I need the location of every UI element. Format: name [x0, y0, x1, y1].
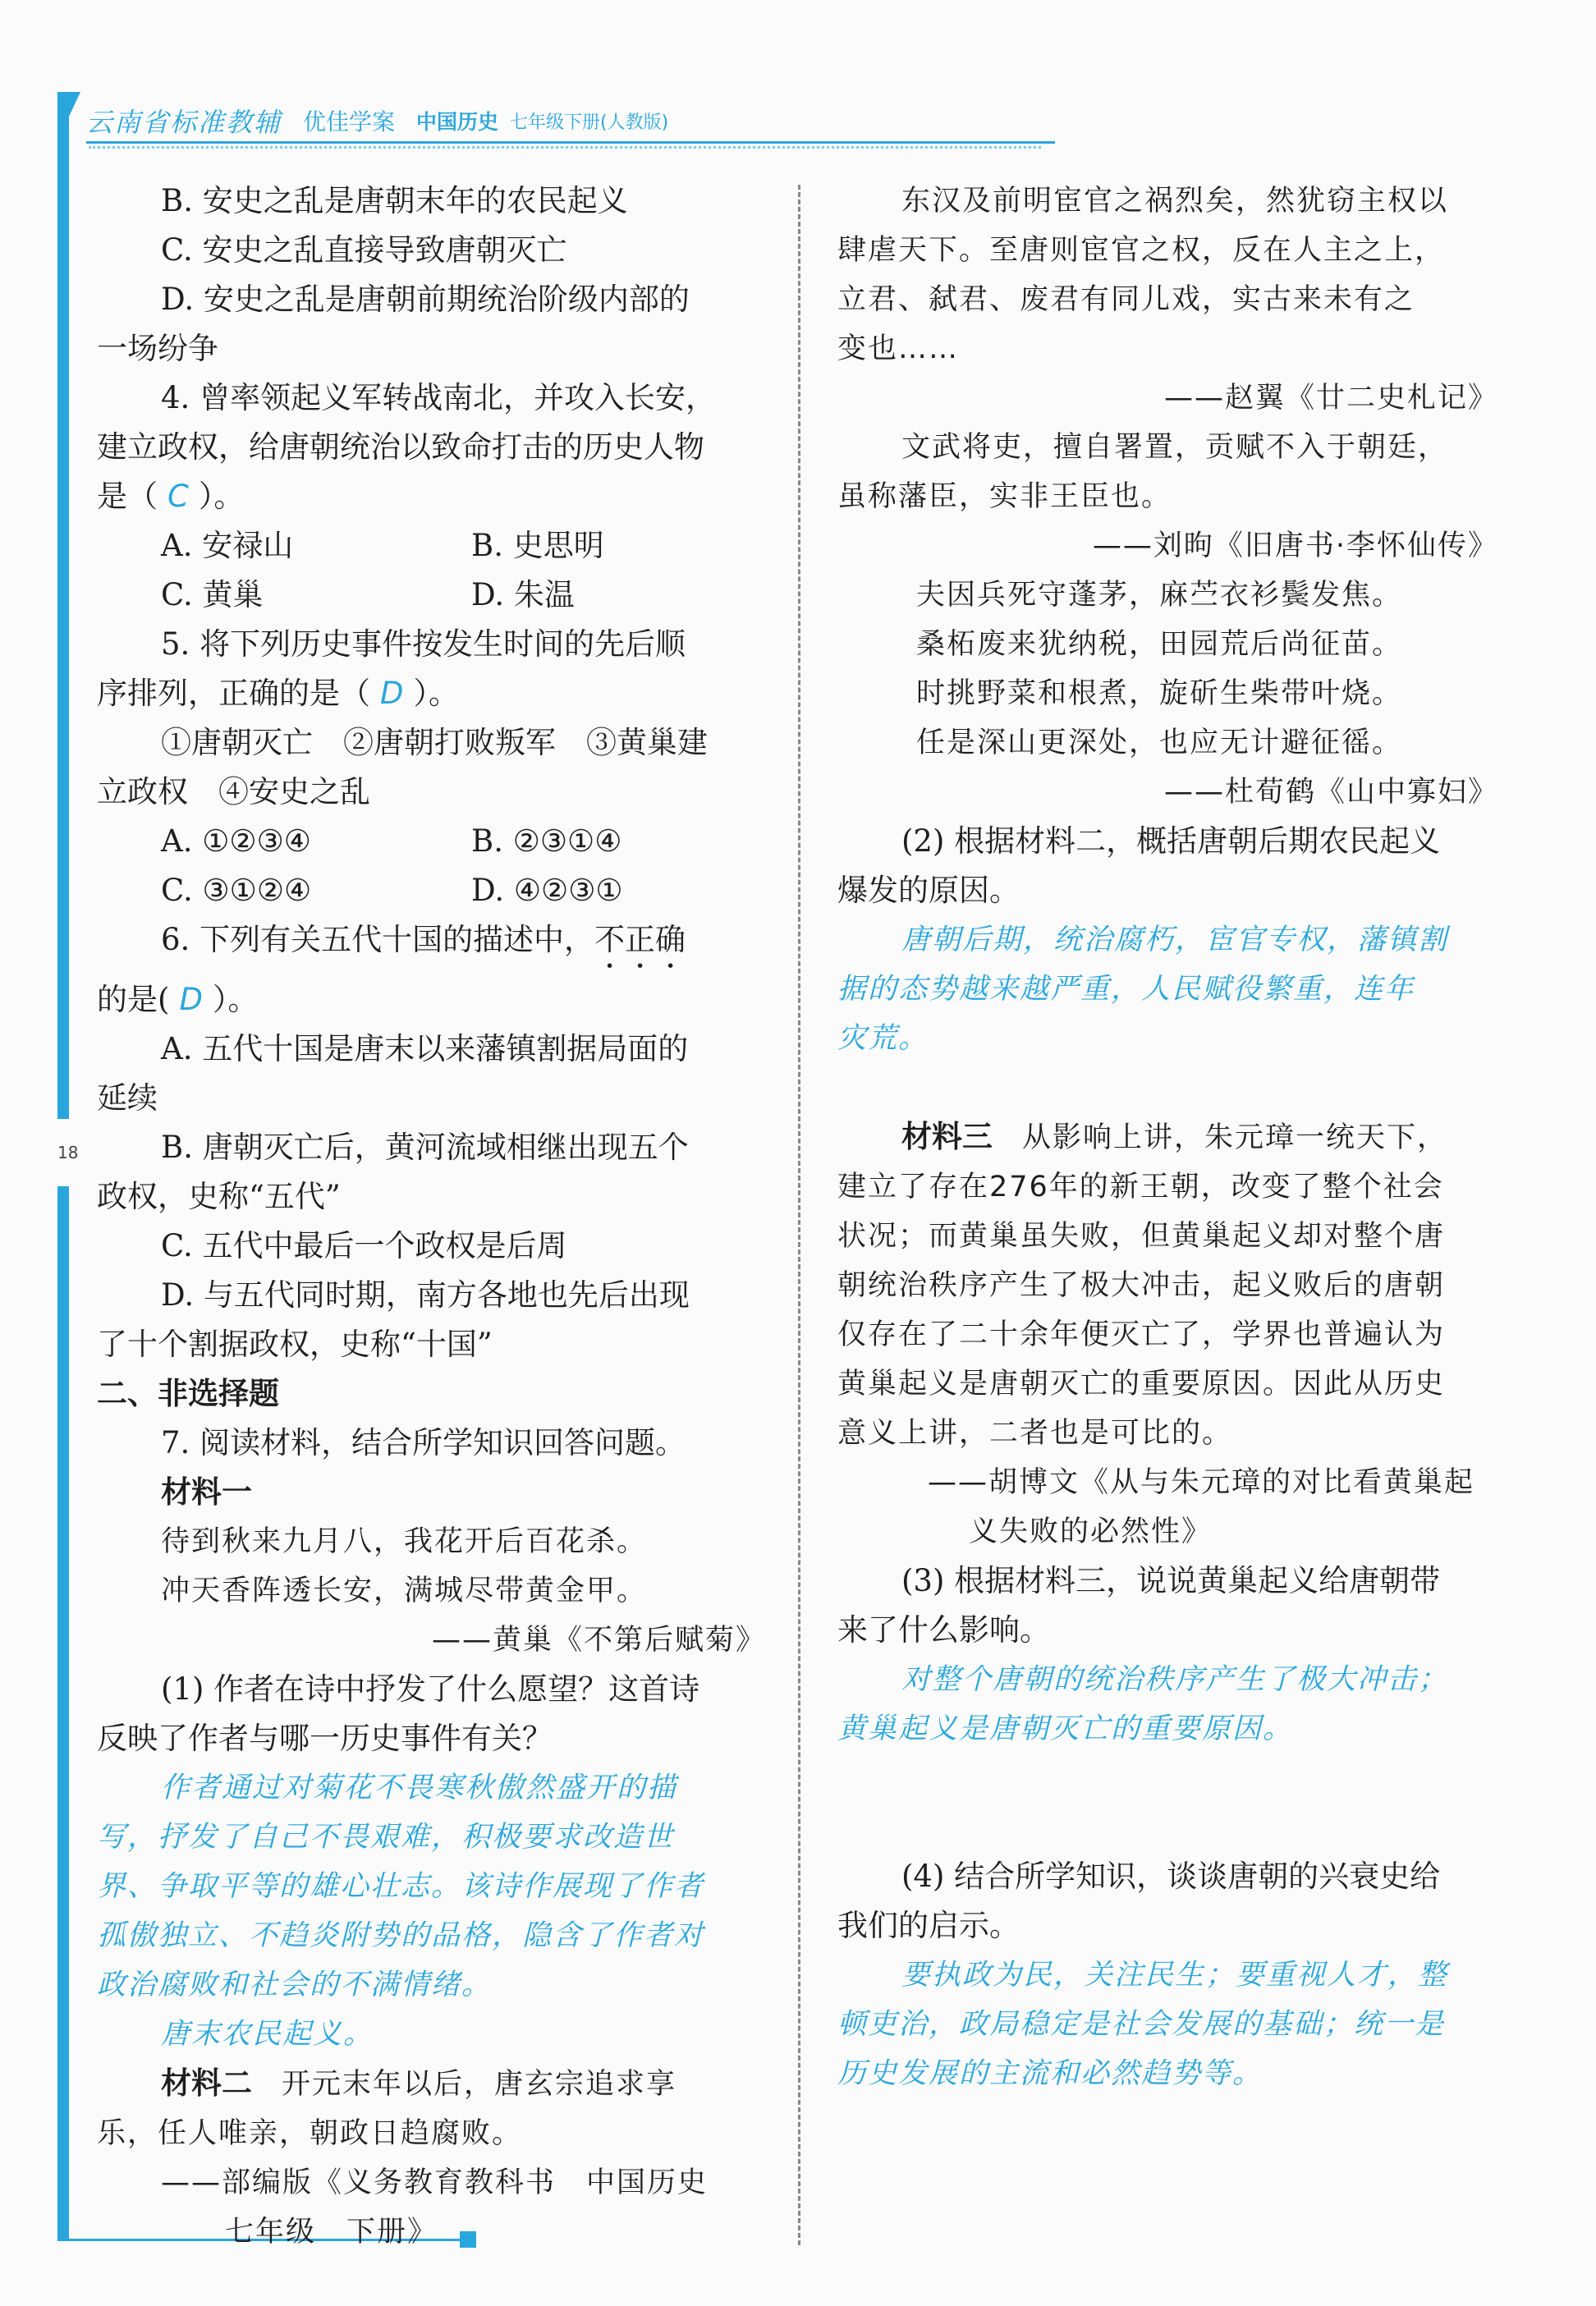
left-column: [97, 177, 766, 2257]
q6-option-a-line1: A. 五代十国是唐末以来藩镇割据局面的: [161, 1031, 689, 1066]
material-3-source-line2: 义失败的必然性》: [969, 1515, 1213, 1548]
material-1-poem-line1: 待到秋来九月八，我花开后百花杀。: [161, 1525, 648, 1558]
material-2c-line1: 文武将吏，擅自署置，贡赋不入于朝廷，: [901, 431, 1449, 464]
material-3-source-line1: ——胡博文《从与朱元璋的对比看黄巢起: [928, 1466, 1475, 1499]
q5-items-line2: 立政权 ④安史之乱: [97, 774, 370, 809]
q6-option-c: C. 五代中最后一个政权是后周: [161, 1228, 567, 1263]
q4-option-b: B. 史思明: [471, 528, 604, 563]
grade-label: 七年级下册(人教版): [510, 112, 669, 133]
page-header: [86, 97, 668, 144]
q7-3-line1: (3) 根据材料三，说说黄巢起义给唐朝带: [901, 1563, 1441, 1598]
q6-stem-suffix: ）。: [212, 982, 259, 1017]
material-2b-line1: 东汉及前明宦官之祸烈矣，然犹窃主权以: [901, 185, 1449, 218]
answer-7-2-line1: 唐朝后期，统治腐朽，宦官专权，藩镇割: [901, 924, 1449, 956]
q7-4-line2: 我们的启示。: [837, 1908, 1020, 1943]
spacer: [837, 1063, 1498, 1112]
subject-title: 中国历史: [416, 110, 499, 134]
poem-source: ——杜荀鹤《山中寡妇》: [1163, 776, 1498, 809]
column-divider: [798, 185, 800, 2245]
q6-option-b-line1: B. 唐朝灭亡后，黄河流域相继出现五个: [161, 1130, 689, 1165]
material-3-text-line2: 建立了存在276年的新王朝，改变了整个社会: [837, 1171, 1444, 1203]
q5-stem-prefix: 序排列，正确的是（: [97, 676, 370, 711]
q4-options-row2: [97, 571, 766, 620]
poem-line3: 时挑野菜和根煮，旋斫生柴带叶烧。: [916, 677, 1403, 710]
q3-option-d-line2: 一场纷争: [97, 331, 218, 366]
material-2c-line2: 虽称藩臣，实非王臣也。: [837, 480, 1172, 513]
answer-7-3-line2: 黄巢起义是唐朝灭亡的重要原因。: [837, 1712, 1294, 1745]
q5-option-d: D. ④②③①: [471, 873, 623, 908]
q6-answer: D: [179, 982, 203, 1017]
q6-stem-text: 6. 下列有关五代十国的描述中，: [161, 922, 595, 957]
poem-line1: 夫因兵死守蓬茅，麻苎衣衫鬓发焦。: [916, 579, 1403, 612]
material-2c-source: ——刘昫《旧唐书·李怀仙传》: [1092, 530, 1498, 562]
material-3-text-line7: 意义上讲，二者也是可比的。: [837, 1417, 1233, 1450]
q5-items-line1: ①唐朝灭亡 ②唐朝打败叛军 ③黄巢建: [161, 725, 708, 760]
q5-stem-line2: [97, 669, 766, 718]
header-rule: [86, 141, 1055, 144]
material-3-line1: [837, 1112, 1498, 1162]
left-margin-bar-top: [57, 97, 69, 1119]
q7-3-line2: 来了什么影响。: [837, 1612, 1050, 1648]
material-1-poem-line2: 冲天香阵透长安，满城尽带黄金甲。: [161, 1575, 648, 1607]
material-2-line1: [97, 2059, 766, 2109]
material-2b-source: ——赵翼《廿二史札记》: [1163, 382, 1498, 415]
q6-option-d-line1: D. 与五代同时期，南方各地也先后出现: [161, 1277, 690, 1313]
material-3-text-line4: 朝统治秩序产生了极大冲击，起义败后的唐朝: [837, 1269, 1446, 1302]
material-2-text-line1: 开元末年以后，唐玄宗追求享: [282, 2068, 677, 2101]
answer-7-1-line3: 界、争取平等的雄心壮志。该诗作展现了作者: [97, 1870, 705, 1903]
q5-option-c: C. ③①②④: [161, 873, 312, 908]
answer-7-4-line2: 顿吏治，政局稳定是社会发展的基础；统一是: [837, 2008, 1446, 2041]
page-number: 18: [57, 1143, 79, 1162]
answer-7-3-line1: 对整个唐朝的统治秩序产生了极大冲击；: [901, 1663, 1449, 1696]
material-1-label: 材料一: [161, 1474, 252, 1510]
q5-stem-line1: 5. 将下列历史事件按发生时间的先后顺: [161, 626, 686, 662]
material-3-text-line6: 黄巢起义是唐朝灭亡的重要原因。因此从历史: [837, 1368, 1446, 1401]
q7-1-line2: 反映了作者与哪一历史事件有关？: [97, 1721, 553, 1756]
q5-answer: D: [380, 676, 404, 711]
q4-option-c: C. 黄巢: [161, 577, 264, 612]
q4-stem-line1: 4. 曾率领起义军转战南北，并攻入长安，: [161, 380, 717, 415]
material-3-text-line3: 状况；而黄巢虽失败，但黄巢起义却对整个唐: [837, 1220, 1446, 1253]
section-heading: 二、非选择题: [97, 1376, 279, 1411]
q4-stem-suffix: ）。: [198, 479, 245, 514]
q7-2-line2: 爆发的原因。: [837, 873, 1020, 908]
q4-option-a: A. 安禄山: [161, 528, 294, 563]
answer-7-1-line1: 作者通过对菊花不畏寒秋傲然盛开的描: [161, 1772, 678, 1804]
answer-7-4-line3: 历史发展的主流和必然趋势等。: [837, 2057, 1264, 2090]
q7-1-line1: (1) 作者在诗中抒发了什么愿望？这首诗: [161, 1671, 700, 1707]
left-margin-bar-bottom: [57, 1186, 69, 2241]
header-dotted-rule: [89, 146, 1041, 149]
q6-emphasis: 不正确: [594, 922, 686, 957]
q7-4-line1: (4) 结合所学知识，谈谈唐朝的兴衰史给: [901, 1859, 1441, 1894]
material-2-label: 材料二: [161, 2065, 252, 2101]
q3-option-b: B. 安史之乱是唐朝末年的农民起义: [161, 183, 628, 218]
q6-option-b-line2: 政权，史称“五代”: [97, 1179, 341, 1214]
material-2b-line3: 立君、弑君、废君有同儿戏，实古来未有之: [837, 283, 1415, 316]
material-2-source-line1: ——部编版《义务教育教科书 中国历史: [161, 2166, 709, 2199]
material-3-text-line1: 从影响上讲，朱元璋一统天下，: [1022, 1121, 1448, 1154]
q6-stem-line2: [97, 975, 766, 1025]
q6-option-a-line2: 延续: [97, 1080, 158, 1116]
q4-answer: C: [167, 479, 189, 514]
q6-stem-prefix: 的是(: [97, 982, 170, 1017]
answer-7-1-line5: 政治腐败和社会的不满情绪。: [97, 1969, 493, 2001]
material-3-text-line5: 仅存在了二十余年便灭亡了，学界也普遍认为: [837, 1318, 1446, 1351]
answer-7-2-line3: 灾荒。: [837, 1022, 929, 1055]
q5-option-b: B. ②③①④: [471, 823, 622, 859]
answer-7-2-line2: 据的态势越来越严重，人民赋役繁重，连年: [837, 973, 1415, 1006]
q6-option-d-line2: 了十个割据政权，史称“十国”: [97, 1327, 493, 1362]
material-2b-line2: 肆虐天下。至唐则宦官之权，反在人主之上，: [837, 234, 1446, 267]
q5-stem-suffix: ）。: [413, 676, 459, 711]
spacer: [837, 1754, 1498, 1803]
poem-line2: 桑柘废来犹纳税，田园荒后尚征苗。: [916, 628, 1403, 661]
q4-option-d: D. 朱温: [471, 577, 575, 612]
material-2b-line4: 变也……: [837, 332, 960, 365]
answer-7-1-line4: 孤傲独立、不趋炎附势的品格，隐含了作者对: [97, 1919, 705, 1952]
q5-options-row1: [97, 817, 766, 866]
q7-2-line1: (2) 根据材料二，概括唐朝后期农民起义: [901, 823, 1441, 859]
q5-option-a: A. ①②③④: [161, 823, 311, 859]
brand-title: 云南省标准教辅: [86, 107, 282, 138]
material-3-label: 材料三: [901, 1119, 993, 1154]
material-1-source: ——黄巢《不第后赋菊》: [431, 1624, 766, 1657]
q5-options-row2: [97, 866, 766, 915]
series-title: 优佳学案: [303, 108, 396, 135]
q6-stem-line1: [97, 915, 766, 975]
q4-stem-prefix: 是（: [97, 479, 158, 514]
answer-7-1-line6: 唐末农民起义。: [161, 2018, 374, 2051]
material-2-source-line2: 七年级 下册》: [225, 2216, 438, 2249]
answer-7-4-line1: 要执政为民，关注民生；要重视人才，整: [901, 1959, 1449, 1992]
q3-option-d-line1: D. 安史之乱是唐朝前期统治阶级内部的: [161, 282, 690, 317]
poem-line4: 任是深山更深处，也应无计避征徭。: [916, 727, 1403, 759]
q7-stem: 7. 阅读材料，结合所学知识回答问题。: [161, 1425, 686, 1460]
spacer: [837, 1803, 1498, 1852]
q3-option-c: C. 安史之乱直接导致唐朝灭亡: [161, 232, 567, 268]
q4-options-row1: [97, 521, 766, 571]
q4-stem-line2: 建立政权，给唐朝统治以致命打击的历史人物: [97, 429, 704, 465]
q4-stem-line3: [97, 472, 766, 521]
answer-7-1-line2: 写，抒发了自己不畏艰难，积极要求改造世: [97, 1821, 675, 1854]
right-column: [837, 177, 1498, 2098]
material-2-text-line2: 乐，任人唯亲，朝政日趋腐败。: [97, 2117, 523, 2150]
